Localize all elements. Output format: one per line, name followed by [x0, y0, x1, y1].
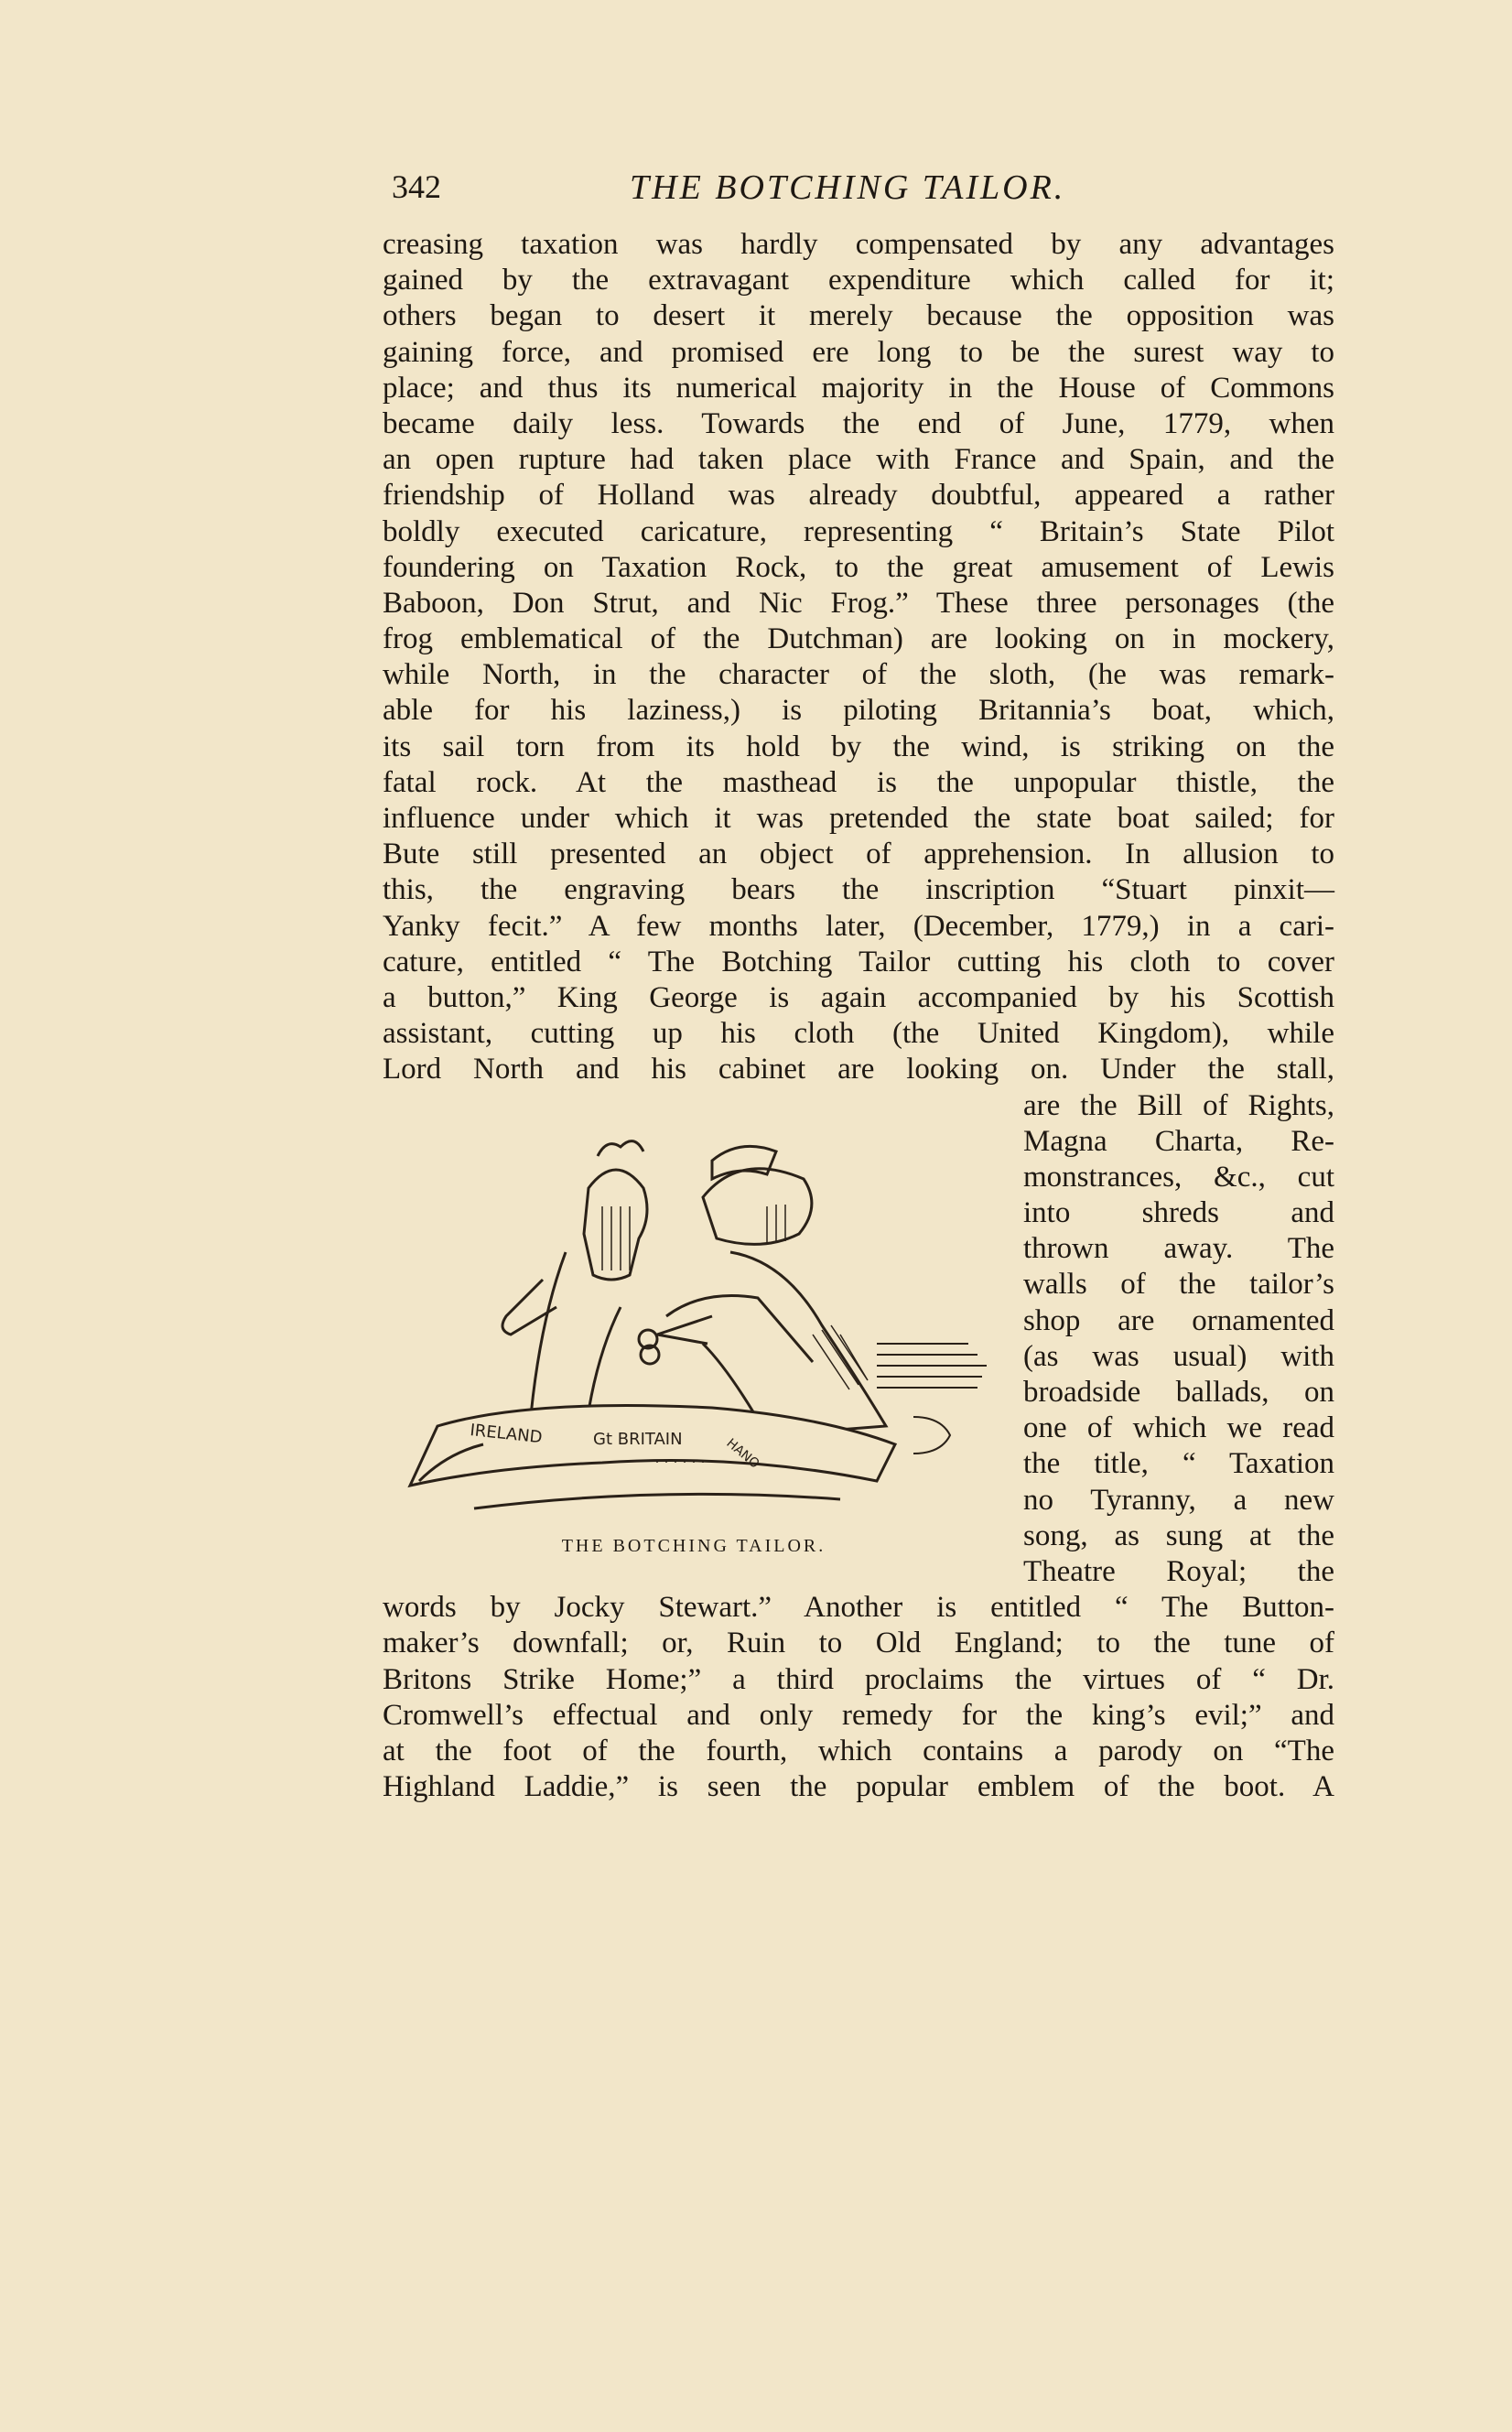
text-line: gaining force, and promised ere long to be the surest way to	[383, 335, 1334, 369]
text-line: creasing taxation was hardly compensated by any advantages	[383, 228, 1334, 261]
text-line: friendship of Holland was already doubtful, appeared a rather	[383, 479, 1334, 513]
text-line: others began to desert it merely because the opposition was	[383, 299, 1334, 333]
text-line: Bute still presented an object of apprehension. In allusion to	[383, 838, 1334, 871]
text-line: place; and thus its numerical majority in the House of Commons	[383, 371, 1334, 405]
text-line: fatal rock. At the masthead is the unpopular thistle, the	[383, 765, 1334, 799]
text-line: thrown away. The	[1023, 1232, 1334, 1266]
text-line: walls of the tailor’s	[1023, 1268, 1334, 1302]
text-line: words by Jocky Stewart.” Another is entitled “ The Button-	[383, 1591, 1334, 1625]
body-text	[383, 227, 1334, 1805]
text-line: Lord North and his cabinet are looking on. Under the stall,	[383, 1053, 1334, 1086]
cloth-label-great-britain: Gt BRITAIN	[593, 1430, 683, 1449]
text-line: Highland Laddie,” is seen the popular emblem of the boot. A	[383, 1770, 1334, 1804]
body-lines-full	[383, 227, 1334, 1088]
text-line: cature, entitled “ The Botching Tailor cutting his cloth to cover	[383, 945, 1334, 978]
text-line: able for his laziness,) is piloting Britannia’s boat, which,	[383, 694, 1334, 728]
figure-caption: THE BOTCHING TAILOR.	[561, 1536, 826, 1556]
text-line: Theatre Royal; the	[1023, 1554, 1334, 1588]
text-line: Baboon, Don Strut, and Nic Frog.” These three personages (the	[383, 586, 1334, 620]
text-line: became daily less. Towards the end of June, 1779, when	[383, 406, 1334, 440]
text-line: foundering on Taxation Rock, to the great amusement of Lewis	[383, 550, 1334, 584]
text-line: no Tyranny, a new	[1023, 1483, 1334, 1517]
text-line: shop are ornamented	[1023, 1303, 1334, 1337]
page-header	[392, 168, 1344, 213]
text-line: Cromwell’s effectual and only remedy for the king’s evil;” and	[383, 1698, 1334, 1732]
caricature-illustration	[383, 1124, 1005, 1527]
text-line: while North, in the character of the sloth, (he was remark-	[383, 658, 1334, 692]
text-line: this, the engraving bears the inscription “Stuart pinxit—	[383, 873, 1334, 907]
text-line: Yanky fecit.” A few months later, (December, 1779,) in a cari-	[383, 909, 1334, 943]
text-line: frog emblematical of the Dutchman) are looking on in mockery,	[383, 622, 1334, 656]
text-line: influence under which it was pretended the state boat sailed; for	[383, 802, 1334, 835]
running-title: THE BOTCHING TAILOR.	[630, 168, 1066, 207]
text-line: Magna Charta, Re-	[1023, 1124, 1334, 1158]
text-line: song, as sung at the	[1023, 1519, 1334, 1552]
cloth-label-ireland: IRELAND	[469, 1421, 544, 1448]
text-line: Britons Strike Home;” a third proclaims the virtues of “ Dr.	[383, 1662, 1334, 1696]
text-line: boldly executed caricature, representing “ Britain’s State Pilot	[383, 514, 1334, 548]
text-line: (as was usual) with	[1023, 1339, 1334, 1373]
page-number: 342	[392, 168, 441, 205]
text-line: are the Bill of Rights,	[1023, 1088, 1334, 1122]
text-line: one of which we read	[1023, 1411, 1334, 1445]
body-lines-after-figure	[383, 1590, 1334, 1805]
text-line: its sail torn from its hold by the wind, is striking on the	[383, 730, 1334, 763]
text-line: monstrances, &c., cut	[1023, 1160, 1334, 1194]
text-line: gained by the extravagant expenditure which called for it;	[383, 264, 1334, 297]
text-line: at the foot of the fourth, which contains a parody on “The	[383, 1734, 1334, 1767]
text-line: into shreds and	[1023, 1196, 1334, 1230]
cloth-label-hanover: HANO	[723, 1435, 762, 1472]
text-line: maker’s downfall; or, Ruin to Old England; to the tune of	[383, 1627, 1334, 1660]
text-line: assistant, cutting up his cloth (the United Kingdom), while	[383, 1017, 1334, 1051]
text-line: the title, “ Taxation	[1023, 1447, 1334, 1481]
text-line: a button,” King George is again accompanied by his Scottish	[383, 980, 1334, 1014]
text-line: an open rupture had taken place with France and Spain, and the	[383, 443, 1334, 477]
text-line: broadside ballads, on	[1023, 1376, 1334, 1409]
figure-botching-tailor	[383, 1124, 1005, 1563]
